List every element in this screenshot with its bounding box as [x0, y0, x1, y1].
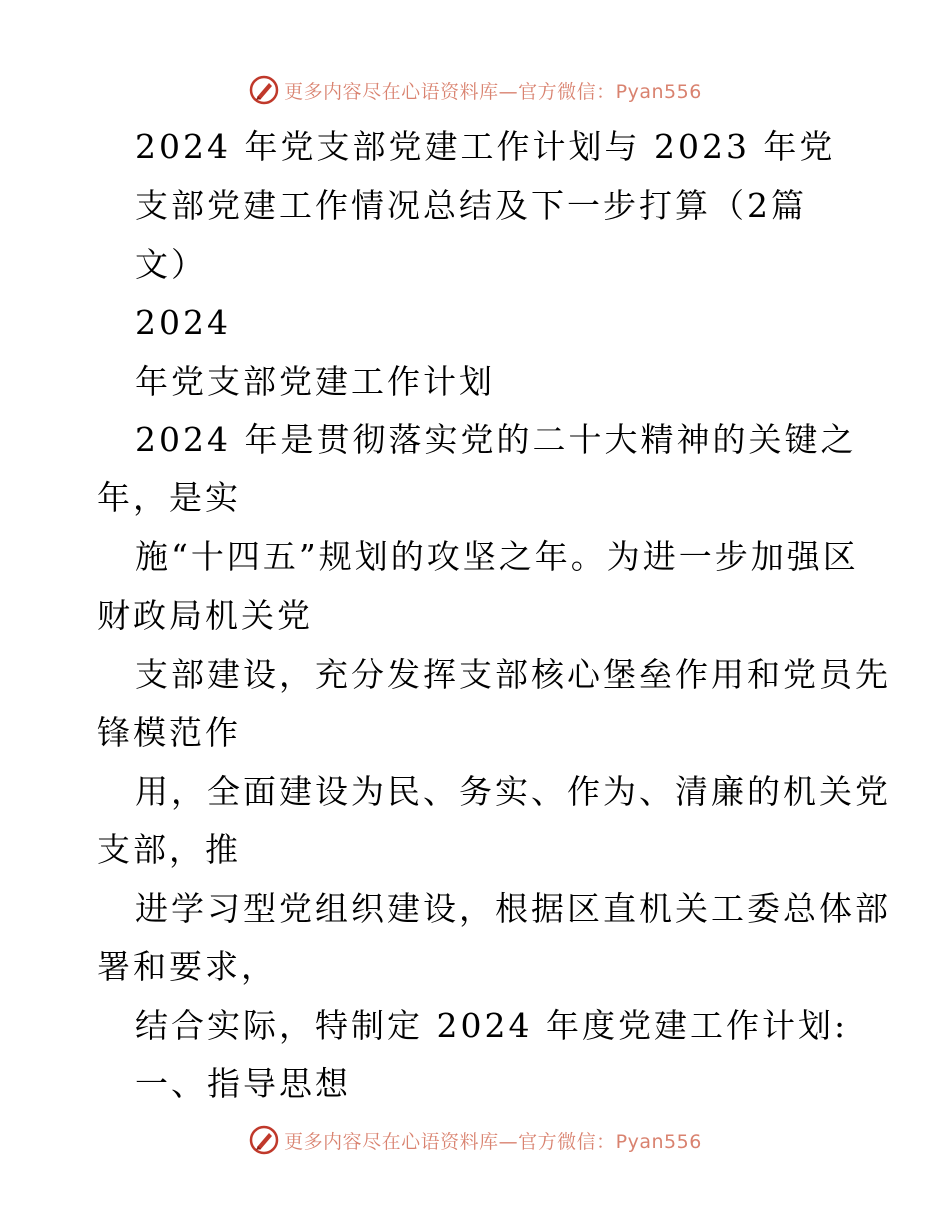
heading-year: 2024 — [135, 303, 231, 342]
paragraph-line: 支部，推 — [97, 830, 241, 869]
paragraph-line: 年，是实 — [97, 478, 241, 517]
watermark-text: 更多内容尽在心语资料库—官方微信：Pyan556 — [284, 80, 702, 103]
paragraph-line: 署和要求， — [97, 947, 277, 986]
paragraph-line: 施“十四五”规划的攻坚之年。为进一步加强区 — [135, 537, 859, 576]
title-line-2: 支部党建工作情况总结及下一步打算（2篇 — [135, 186, 807, 225]
paragraph-line: 结合实际，特制定 2024 年度党建工作计划: — [135, 1006, 849, 1045]
paragraph-line: 用，全面建设为民、务实、作为、清廉的机关党 — [135, 772, 891, 811]
pen-seal-icon — [248, 1124, 280, 1156]
paragraph-line: 2024 年是贯彻落实党的二十大精神的关键之 — [135, 420, 857, 459]
paragraph-line: 财政局机关党 — [97, 596, 313, 635]
paragraph-line: 进学习型党组织建设，根据区直机关工委总体部 — [135, 889, 891, 928]
title-line-1: 2024 年党支部党建工作计划与 2023 年党 — [135, 127, 836, 166]
title-line-3: 文） — [135, 245, 207, 284]
watermark-text: 更多内容尽在心语资料库—官方微信：Pyan556 — [284, 1130, 702, 1153]
paragraph-line: 锋模范作 — [97, 713, 241, 752]
paragraph-line: 支部建设，充分发挥支部核心堡垒作用和党员先 — [135, 655, 891, 694]
heading-title: 年党支部党建工作计划 — [135, 362, 495, 401]
footer-watermark — [0, 1120, 950, 1160]
section-heading: 一、指导思想 — [135, 1064, 351, 1103]
